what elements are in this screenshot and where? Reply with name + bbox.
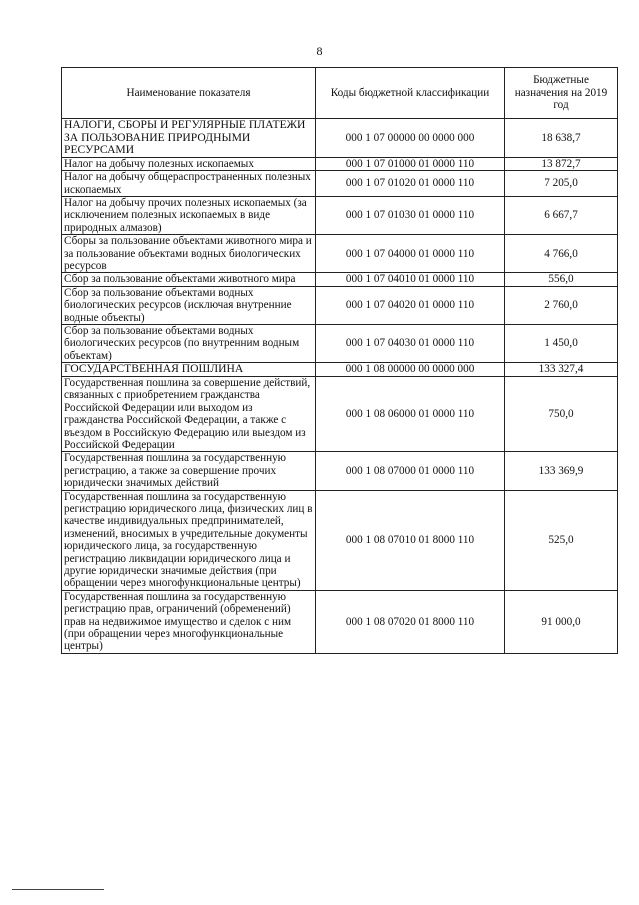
header-classification-code: Коды бюджетной классификации: [316, 68, 505, 119]
row-sum: 750,0: [505, 376, 618, 451]
row-code: 000 1 07 01000 01 0000 110: [316, 157, 505, 170]
row-sum: 13 872,7: [505, 157, 618, 170]
table-row: [62, 286, 618, 324]
row-code: 000 1 08 06000 01 0000 110: [316, 376, 505, 451]
footnote-separator: [12, 889, 104, 890]
row-name: Сбор за пользование объектами водных биологических ресурсов (по внутренним водным объектам): [62, 325, 316, 363]
table-row: [62, 363, 618, 377]
row-code: 000 1 08 00000 00 0000 000: [316, 363, 505, 377]
row-name: НАЛОГИ, СБОРЫ И РЕГУЛЯРНЫЕ ПЛАТЕЖИ ЗА ПОЛЬЗОВАНИЕ ПРИРОДНЫМИ РЕСУРСАМИ: [62, 119, 316, 158]
row-name: Государственная пошлина за совершение действий, связанных с приобретением гражданства Российской Федерации или выходом из гражданства Российской Федерации, а также с въездом в Российскую Федерацию или выездом из Российской Федерации: [62, 376, 316, 451]
row-sum: 1 450,0: [505, 325, 618, 363]
row-sum: 7 205,0: [505, 171, 618, 197]
table-row: [62, 452, 618, 490]
table-row: [62, 376, 618, 451]
row-name: Государственная пошлина за государственную регистрацию юридического лица, физических лиц в качестве индивидуальных предпринимателей, изменений, вносимых в учредительные документы юридического лица, за государственную регистрацию ликвидации юридического лица и другие юридически значимые действия (при обращении через многофункциональные центры): [62, 490, 316, 590]
table-row: [62, 157, 618, 170]
table-row: [62, 325, 618, 363]
row-sum: 6 667,7: [505, 197, 618, 235]
row-sum: 525,0: [505, 490, 618, 590]
row-code: 000 1 07 01030 01 0000 110: [316, 197, 505, 235]
page-number: 8: [316, 44, 323, 58]
row-code: 000 1 08 07020 01 8000 110: [316, 590, 505, 653]
row-name: Сбор за пользование объектами водных биологических ресурсов (исключая внутренние водные объекты): [62, 286, 316, 324]
row-code: 000 1 08 07010 01 8000 110: [316, 490, 505, 590]
row-name: Налог на добычу прочих полезных ископаемых (за исключением полезных ископаемых в виде природных алмазов): [62, 197, 316, 235]
row-code: 000 1 07 00000 00 0000 000: [316, 119, 505, 158]
table-row: [62, 119, 618, 158]
row-sum: 2 760,0: [505, 286, 618, 324]
row-name: Налог на добычу полезных ископаемых: [62, 157, 316, 170]
row-name: Налог на добычу общераспространенных полезных ископаемых: [62, 171, 316, 197]
table-row: [62, 197, 618, 235]
row-sum: 556,0: [505, 273, 618, 286]
row-sum: 4 766,0: [505, 235, 618, 273]
row-code: 000 1 08 07000 01 0000 110: [316, 452, 505, 490]
table-header-row: [62, 68, 618, 119]
row-name: Государственная пошлина за государственную регистрацию прав, ограничений (обременений) прав на недвижимое имущество и сделок с ним (при обращении через многофункциональные центры): [62, 590, 316, 653]
table-row: [62, 171, 618, 197]
row-code: 000 1 07 04020 01 0000 110: [316, 286, 505, 324]
table-row: [62, 235, 618, 273]
row-sum: 133 327,4: [505, 363, 618, 377]
row-sum: 91 000,0: [505, 590, 618, 653]
row-name: Сбор за пользование объектами животного мира: [62, 273, 316, 286]
header-indicator-name: Наименование показателя: [62, 68, 316, 119]
table-row: [62, 490, 618, 590]
header-budget-amount: Бюджетные назначения на 2019 год: [505, 68, 618, 119]
row-name: Сборы за пользование объектами животного мира и за пользование объектами водных биологических ресурсов: [62, 235, 316, 273]
row-code: 000 1 07 04000 01 0000 110: [316, 235, 505, 273]
table-row: [62, 590, 618, 653]
table-row: [62, 273, 618, 286]
row-code: 000 1 07 04010 01 0000 110: [316, 273, 505, 286]
row-code: 000 1 07 04030 01 0000 110: [316, 325, 505, 363]
row-sum: 18 638,7: [505, 119, 618, 158]
row-sum: 133 369,9: [505, 452, 618, 490]
row-code: 000 1 07 01020 01 0000 110: [316, 171, 505, 197]
row-name: ГОСУДАРСТВЕННАЯ ПОШЛИНА: [62, 363, 316, 377]
row-name: Государственная пошлина за государственную регистрацию, а также за совершение прочих юридически значимых действий: [62, 452, 316, 490]
budget-table: [61, 67, 618, 654]
